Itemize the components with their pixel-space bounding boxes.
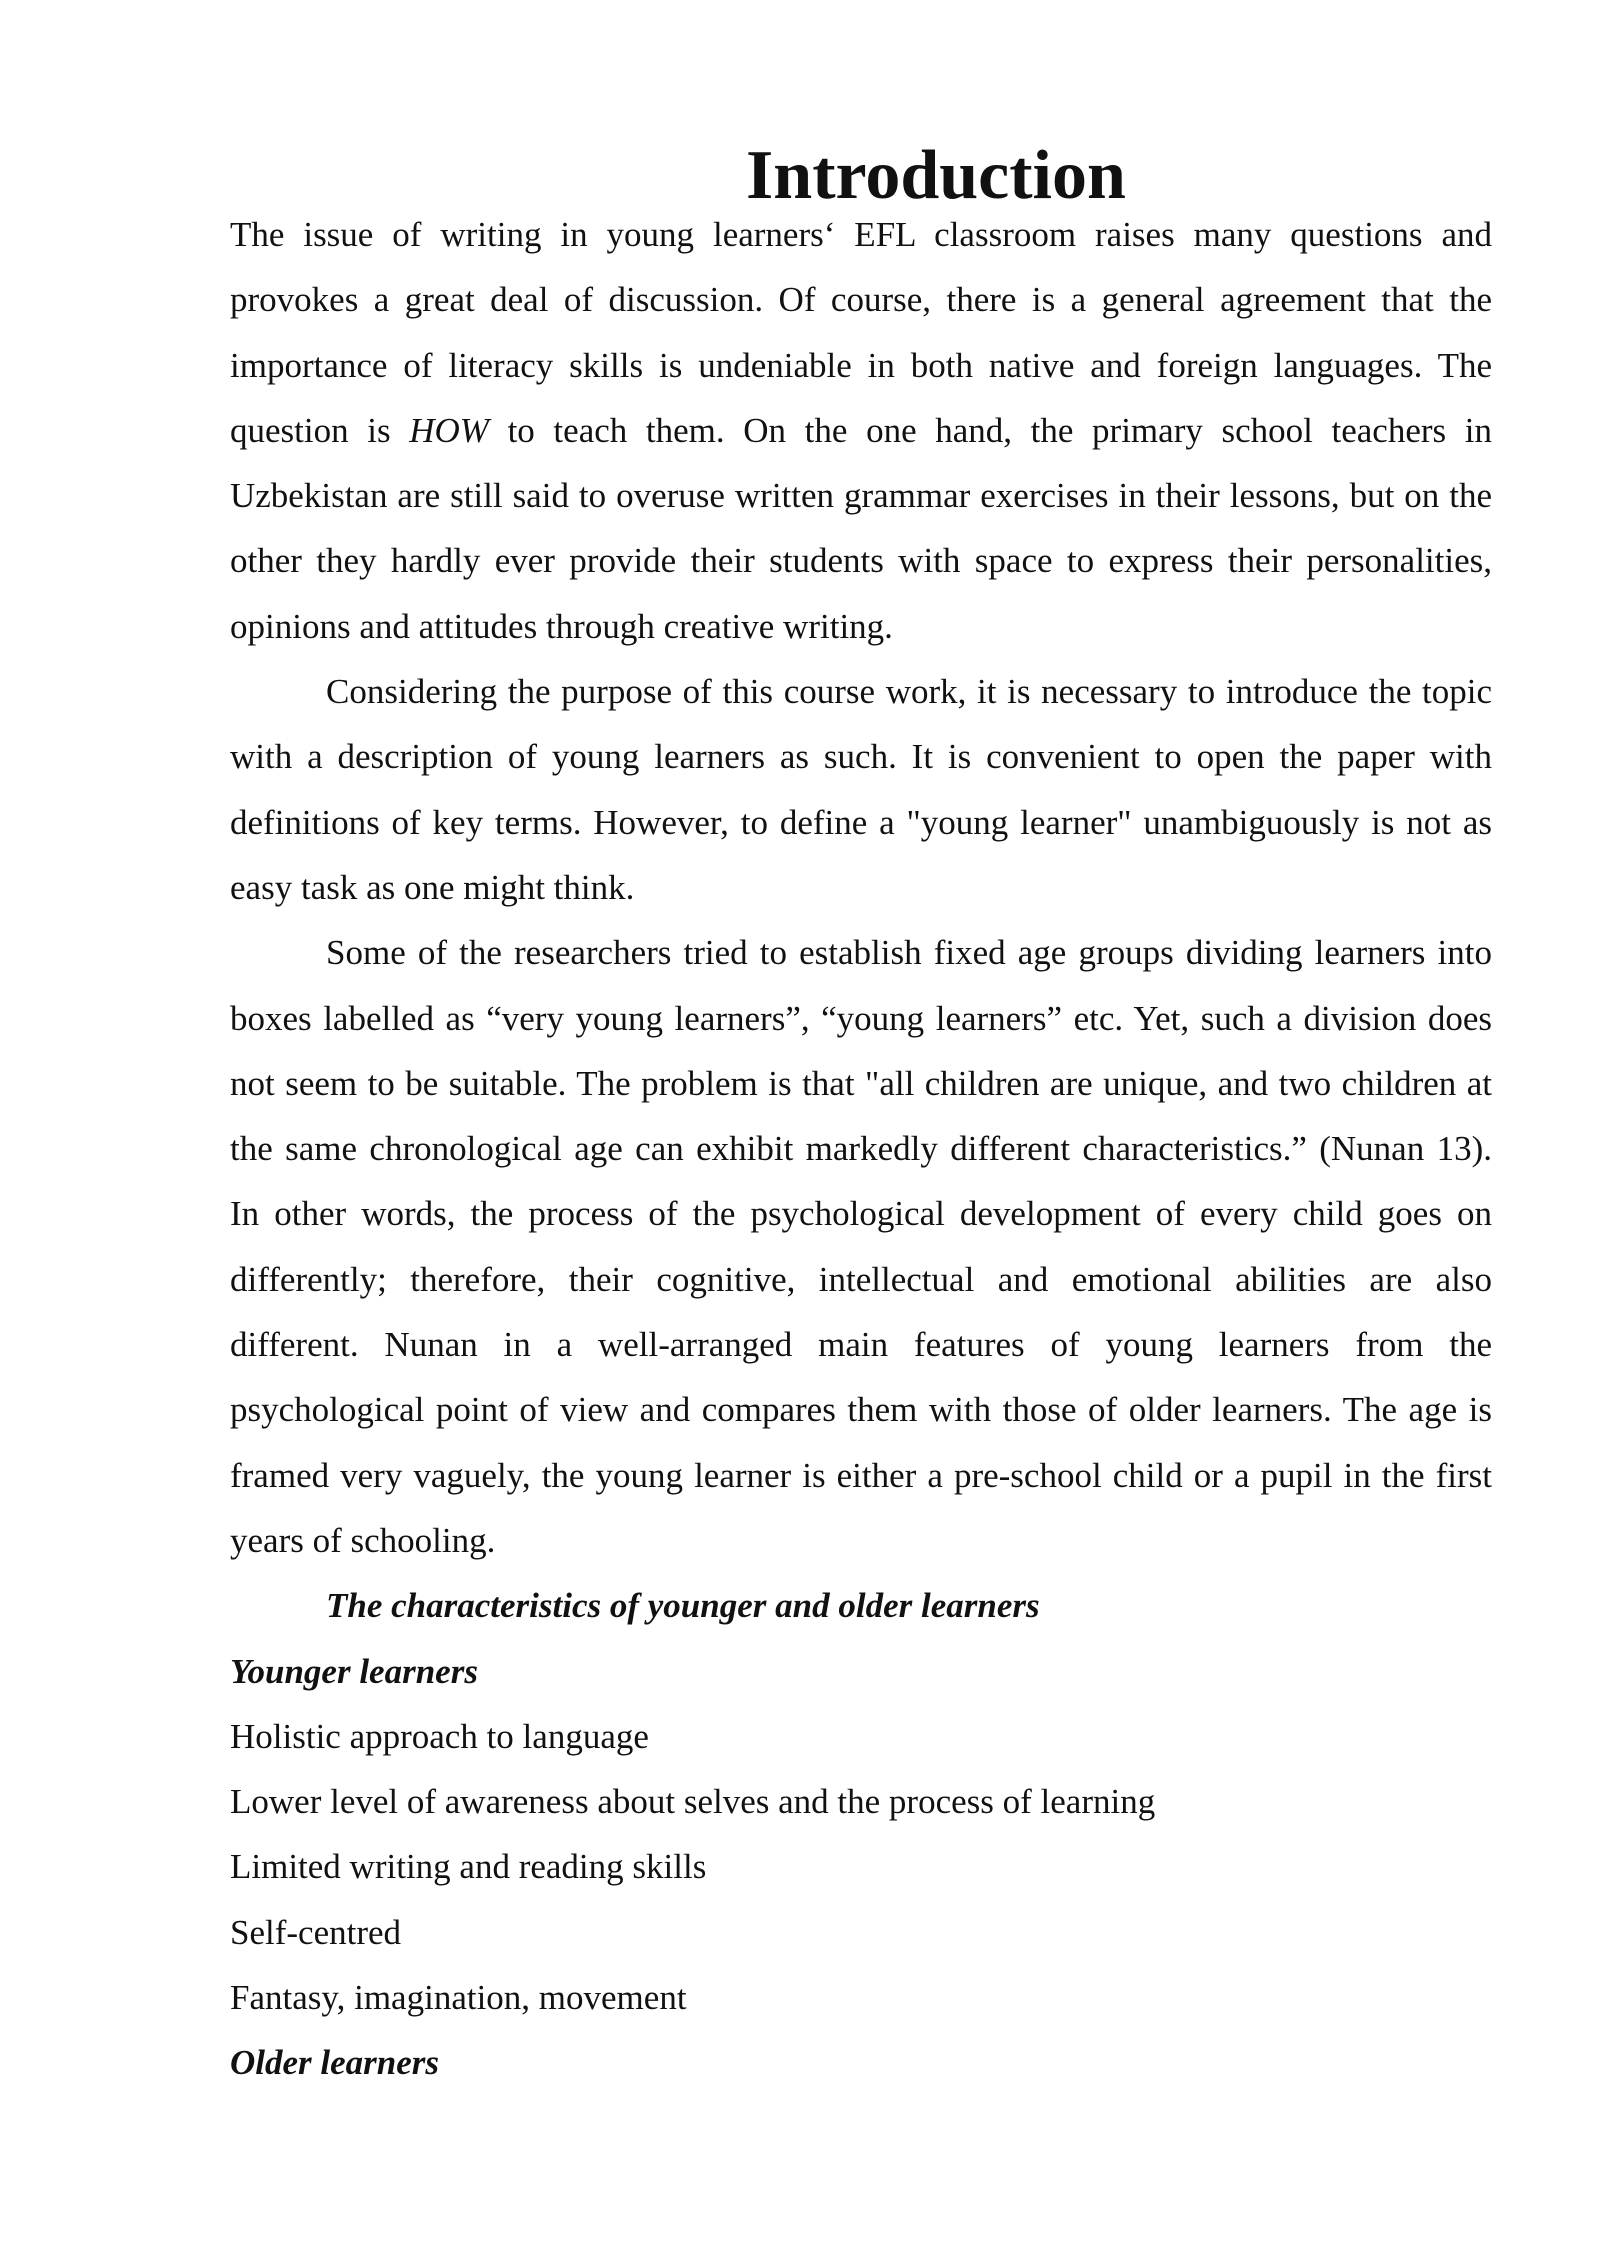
emphasis-how: HOW <box>409 410 489 450</box>
list-item: Holistic approach to language <box>230 1716 649 1756</box>
paragraph-writing-issue <box>230 202 1492 659</box>
document-page <box>230 137 1492 2096</box>
list-item: Self-centred <box>230 1912 402 1952</box>
paragraph-young-learners-definition: Considering the purpose of this course work, it is necessary to introduce the topic with a description of young learners as such. It is convenient to open the paper with definitions of key terms. However, to define a "young learner" unambiguously is not as easy task as one might think. <box>230 672 1492 907</box>
paragraph-text-before: The issue of writing in young learners‘ EFL classroom raises many questions and provokes a great deal of discussion. Of course, there is a general agreement that the importance of literacy skills is undeniable in both native and foreign languages. The question is <box>230 215 1492 450</box>
younger-learners-heading: Younger learners <box>230 1651 478 1691</box>
older-learners-heading: Older learners <box>230 2043 440 2083</box>
page-title: Introduction <box>746 137 1126 214</box>
paragraph-text-after: to teach them. On the one hand, the primary school teachers in Uzbekistan are still said to overuse written grammar exercises in their lessons, but on the other they hardly ever provide their students with space to express their personalities, opinions and attitudes through creative writing. <box>230 410 1492 646</box>
paragraph-age-groups: Some of the researchers tried to establish fixed age groups dividing learners into boxes labelled as “very young learners”, “young learners” etc. Yet, such a division does not seem to be suitable. The problem is that "all children are unique, and two children at the same chronological age can exhibit markedly different characteristics.” (Nunan 13). In other words, the process of the psychological development of every child goes on differently; therefore, their cognitive, intellectual and emotional abilities are also different. Nunan in a well-arranged main features of young learners from the psychological point of view and compares them with those of older learners. The age is framed very vaguely, the young learner is either a pre-school child or a pupil in the first years of schooling. <box>230 933 1492 1560</box>
list-item: Lower level of awareness about selves and the process of learning <box>230 1782 1156 1822</box>
list-item: Limited writing and reading skills <box>230 1847 707 1887</box>
list-item: Fantasy, imagination, movement <box>230 1978 687 2018</box>
younger-learners-list <box>230 1704 1492 2030</box>
characteristics-heading: The characteristics of younger and older learners <box>326 1586 1040 1626</box>
